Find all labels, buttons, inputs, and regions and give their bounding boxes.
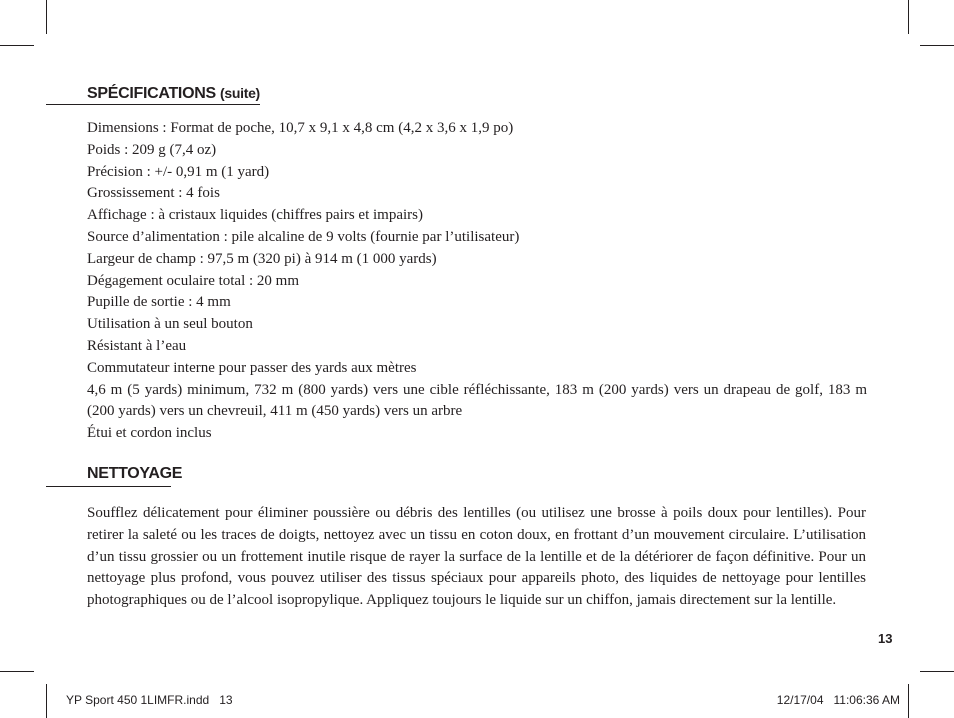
crop-mark-top-right-vertical bbox=[908, 0, 909, 34]
spec-item-power-source: Source d’alimentation : pile alcaline de 9 volts (fournie par l’utilisateur) bbox=[87, 228, 520, 245]
spec-item-magnification: Grossissement : 4 fois bbox=[87, 185, 220, 202]
spec-item-case-included: Étui et cordon inclus bbox=[87, 425, 212, 442]
spec-item-dimensions: Dimensions : Format de poche, 10,7 x 9,1 x 4,8 cm (4,2 x 3,6 x 1,9 po) bbox=[87, 120, 514, 136]
specifications-heading-rule bbox=[46, 104, 260, 105]
cleaning-heading-rule bbox=[46, 486, 171, 487]
crop-mark-top-left-horizontal bbox=[0, 45, 34, 46]
spec-item-range: 4,6 m (5 yards) minimum, 732 m (800 yards) vers une cible réfléchissante, 183 m (200 yards) vers un drapeau de golf, 183 m (200 yards) vers un chevreuil, 411 m (450 yards) vers un arbre bbox=[87, 381, 867, 420]
spec-item-weight: Poids : 209 g (7,4 oz) bbox=[87, 141, 217, 158]
crop-mark-bottom-left-horizontal bbox=[0, 671, 34, 672]
slug-datetime: 12/17/04 11:06:36 AM bbox=[776, 693, 900, 707]
spec-item-exit-pupil: Pupille de sortie : 4 mm bbox=[87, 294, 231, 311]
spec-item-accuracy: Précision : +/- 0,91 m (1 yard) bbox=[87, 163, 270, 180]
spec-item-single-button: Utilisation à un seul bouton bbox=[87, 316, 253, 333]
page-number: 13 bbox=[878, 631, 893, 646]
slug-file-name: YP Sport 450 1LIMFR.indd 13 bbox=[66, 693, 233, 707]
specifications-list bbox=[87, 118, 867, 445]
crop-mark-top-left-vertical bbox=[46, 0, 47, 34]
spec-item-eye-relief: Dégagement oculaire total : 20 mm bbox=[87, 272, 300, 289]
spec-item-display: Affichage : à cristaux liquides (chiffres pairs et impairs) bbox=[87, 207, 423, 224]
spec-item-field-of-view: Largeur de champ : 97,5 m (320 pi) à 914 m (1 000 yards) bbox=[87, 250, 437, 267]
cleaning-paragraph: Soufflez délicatement pour éliminer poussière ou débris des lentilles (ou utilisez une brosse à poils doux pour lentilles). Pour retirer la saleté ou les traces de doigts, nettoyez avec un tissu en coton doux, en frottant d’un mouvement circulaire. L’utilisation d’un tissu grossier ou un frottement inutile risque de rayer la surface de la lentille et de la détériorer de façon définitive. Pour un nettoyage plus profond, vous pouvez utiliser des tissus spéciaux pour appareils photo, des liquides de nettoyage pour lentilles photographiques ou de l’alcool isopropylique. Appliquez toujours le liquide sur un chiffon, jamais directement sur la lentille. bbox=[87, 505, 866, 609]
crop-mark-bottom-left-vertical bbox=[46, 684, 47, 718]
specifications-heading bbox=[87, 85, 260, 103]
crop-mark-top-right-horizontal bbox=[920, 45, 954, 46]
crop-mark-bottom-right-vertical bbox=[908, 684, 909, 718]
crop-mark-bottom-right-horizontal bbox=[920, 671, 954, 672]
spec-item-unit-switch: Commutateur interne pour passer des yards aux mètres bbox=[87, 359, 417, 376]
cleaning-heading: NETTOYAGE bbox=[87, 465, 183, 482]
spec-item-water-resistant: Résistant à l’eau bbox=[87, 337, 187, 354]
specifications-heading-suffix: (suite) bbox=[220, 85, 260, 101]
specifications-heading-main: SPÉCIFICATIONS bbox=[87, 85, 216, 102]
